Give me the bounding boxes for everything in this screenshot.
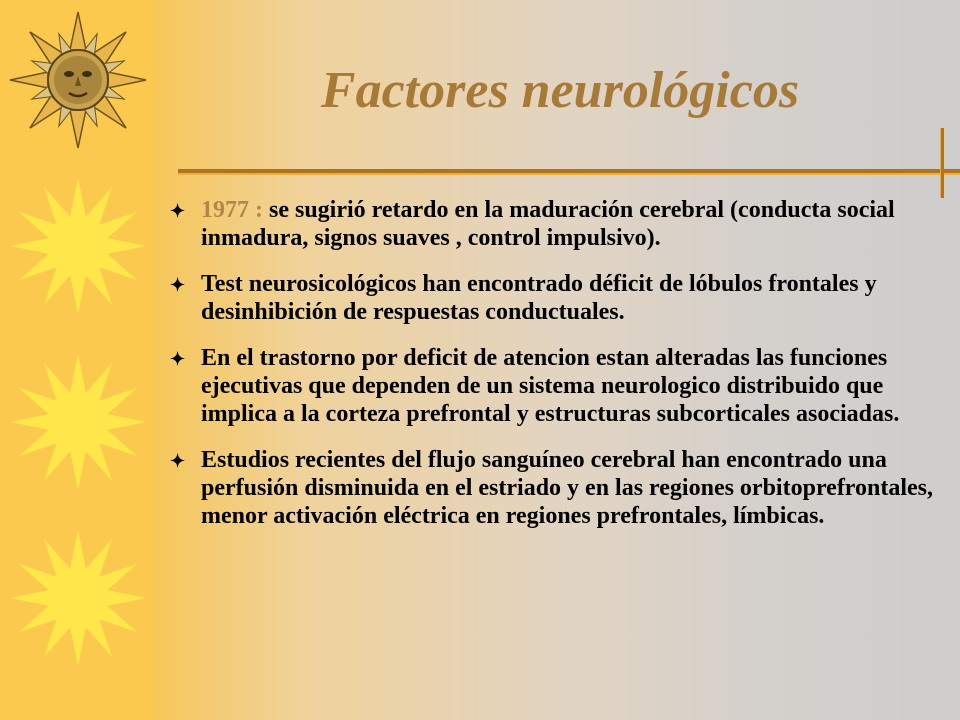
sun-icon xyxy=(8,176,148,316)
sun-face-icon xyxy=(8,10,148,150)
bullet-text: Test neurosicológicos han encontrado déficit de lóbulos frontales y desinhibición de respuestas conductuales. xyxy=(201,271,877,325)
star-bullet-icon: ✦ xyxy=(170,349,186,369)
decorative-sun-strip xyxy=(0,0,155,720)
title-rule-vertical xyxy=(940,128,944,198)
star-bullet-icon: ✦ xyxy=(170,451,186,471)
bullet-lead-year: 1977 : xyxy=(201,197,269,223)
bullet-list xyxy=(168,196,948,548)
star-bullet-icon: ✦ xyxy=(170,201,186,221)
title-underline xyxy=(178,169,960,175)
bullet-text: se sugirió retardo en la maduración cerebral (conducta social inmadura, signos suaves , control impulsivo). xyxy=(201,197,895,251)
bullet-item xyxy=(168,196,948,252)
bullet-item xyxy=(168,344,948,428)
bullet-item xyxy=(168,270,948,326)
bullet-text: Estudios recientes del flujo sanguíneo cerebral han encontrado una perfusión disminuida en el estriado y en las regiones orbitoprefrontales, menor activación eléctrica en regiones prefrontales, límbicas. xyxy=(201,447,934,529)
sun-icon xyxy=(8,528,148,668)
star-bullet-icon: ✦ xyxy=(170,275,186,295)
slide-title: Factores neurológicos xyxy=(320,62,800,119)
sun-icon xyxy=(8,352,148,492)
bullet-text: En el trastorno por deficit de atencion estan alteradas las funciones ejecutivas que dependen de un sistema neurologico distribuido que implica a la corteza prefrontal y estructuras subcorticales asociadas. xyxy=(201,345,900,427)
bullet-item xyxy=(168,446,948,530)
